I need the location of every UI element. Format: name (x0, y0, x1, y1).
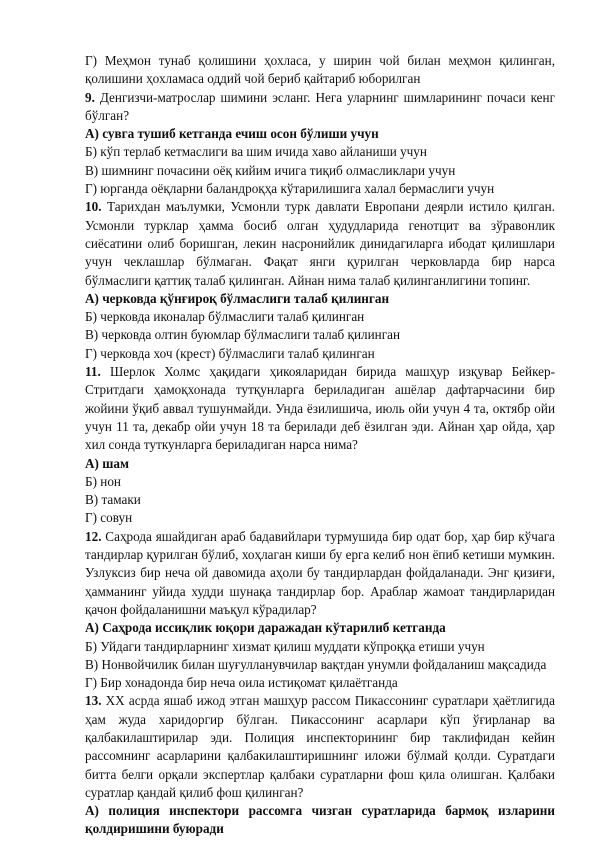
question-number: 11. (85, 364, 101, 380)
question-text: Шерлок Холмс ҳақидаги ҳикояларидан бирида машҳур изқувар Бейкер-Стритдаги ҳамоқхонада тутқунларга бериладиган ашёлар дафтарчасини бир жойини ўқиб аввал тушунмайди. Унда ёзилишича, июль ойи учун 4 та, октябр ойи учун 11 та, декабр ойи учун 18 та берилади деб ёзилган эди. Айнан ҳар ойда, ҳар хил сонда туткунларга бериладиган нарса нима? (85, 364, 555, 453)
option: Б) нон (85, 473, 121, 489)
question-text: Тарихдан маълумки, Усмонли турк давлати Европани деярли истило қилган. Усмонли турклар ҳамма босиб олган ҳудудларида генотцит ва зўравонлик сиёсатини олиб боришган, лекин насронийлик динидагиларга ибодат қилишлари учун чеклашлар бўлмаган. Фақат янги қурилган черковларда бир нарса бўлмаслиги қаттиқ талаб қилинган. Айнан нима талаб қилинганлигини топинг. (85, 199, 555, 288)
option: В) шимнинг почасини оёқ кийим ичига тиқиб олмасликлари учун (85, 162, 456, 178)
option: Г) совун (85, 510, 133, 526)
question-text: XX асрда яшаб ижод этган машҳур рассом Пикассонинг суратлари ҳаётлигида ҳам жуда харидоргир бўлган. Пикассонинг асарлари кўп ўғирланар ва қалбакилаштирилар эди. Полиция инспекторининг бир таклифидан кейин рассомнинг асарларини қалбакилаштиришнинг иложи бўлмай қолди. Суратдаги битта белги орқали экспертлар қалбаки суратларни фош қила олишган. Қалбаки суратлар қандай қилиб фош қилинган? (85, 693, 555, 800)
question-text: Денгизчи-матрослар шимини эсланг. Нега уларнинг шимларининг почаси кенг бўлган? (85, 89, 555, 123)
question-number: 12. (85, 528, 102, 544)
question-10 (85, 198, 555, 289)
answer-option: А) черковда қўнғироқ бўлмаслиги талаб қилинган (85, 290, 390, 306)
option: В) тамаки (85, 492, 141, 508)
answer-option: А) Саҳрода иссиқлик юқори даражадан кўтарилиб кетганда (85, 620, 446, 636)
option-text: Г) Меҳмон тунаб қолишини ҳохласа, у ширин чой билан меҳмон қилинган, қолишини ҳохламаса оддий чой бериб қайтариб юборилган (85, 53, 555, 87)
option: В) черковда олтин буюмлар бўлмаслиги талаб қилинган (85, 327, 401, 343)
question-text: Саҳрода яшайдиган араб бадавийлари турмушида бир одат бор, ҳар бир кўчага тандирлар қурилган бўлиб, хоҳлаган киши бу ерга келиб нон ёпиб кетиши мумкин. Узлуксиз бир неча ой давомида аҳоли бу тандирлардан фойдаланади. Энг қизиғи, ҳамманинг уйида худди шунақа тандирлар бор. Араблар жамоат тандирларидан қачон фойдаланишни маъқул кўрадилар? (85, 528, 555, 617)
option: Г) юрганда оёқларни баландроқҳа кўтарилишига халал бермаслиги учун (85, 181, 495, 197)
answer-option: А) шам (85, 455, 129, 471)
question-number: 9. (85, 89, 95, 105)
question-9 (85, 89, 555, 126)
option: Б) кўп терлаб кетмаслиги ва шим ичида хаво айланиши учун (85, 144, 427, 160)
answer-option: А) полиция инспектори рассомга чизган суратларида бармоқ изларини қолдиришини буюради (85, 803, 555, 837)
question-number: 13. (85, 693, 102, 709)
option-g-q8 (85, 52, 555, 89)
option: Г) черковда хоч (крест) бўлмаслиги талаб қилинган (85, 345, 375, 361)
question-11 (85, 363, 555, 454)
question-number: 10. (85, 199, 102, 215)
option: Б) Уйдаги тандирларнинг хизмат қилиш муддати кўпроққа етиши учун (85, 638, 485, 654)
option: Г) Бир хонадонда бир неча оила истиқомат қилаётганда (85, 675, 398, 691)
option: Б) черковда иконалар бўлмаслиги талаб қилинган (85, 309, 365, 325)
option: В) Нонвойчилик билан шуғулланувчилар вақтдан унумли фойдаланиш мақсадида (85, 656, 547, 672)
document-page (85, 52, 555, 839)
answer-option: А) сувга тушиб кетганда ечиш осон бўлиши учун (85, 126, 379, 142)
question-12 (85, 528, 555, 619)
question-13 (85, 692, 555, 802)
